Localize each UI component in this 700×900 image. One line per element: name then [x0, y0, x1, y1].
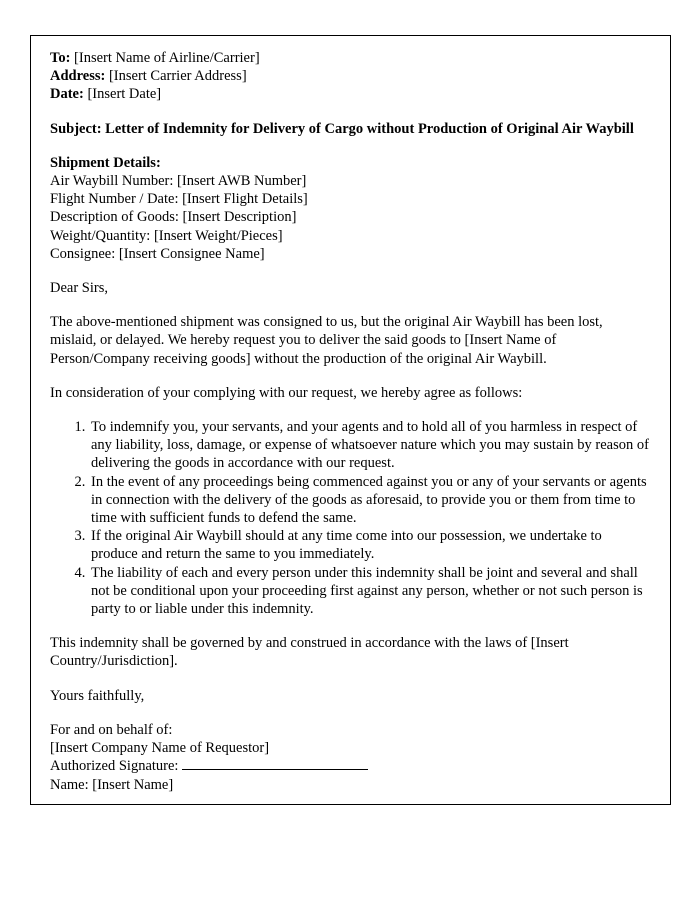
- indemnity-clause-3: 3. If the original Air Waybill should at any time come into our possession, we undertake to produce and return the same to you immediately.: [89, 527, 651, 563]
- to-value: [Insert Name of Airline/Carrier]: [74, 50, 260, 66]
- signature-label: Authorized Signature:: [50, 758, 179, 775]
- request-paragraph: The above-mentioned shipment was consigned to us, but the original Air Waybill has been lost, mislaid, or delayed. We hereby request you to deliver the said goods to [Insert Name of Person/Company receiving goods] without the production of the original Air Waybill.: [50, 314, 603, 367]
- indemnity-clause-2: 2. In the event of any proceedings being commenced against you or any of your servants or agents in connection with the delivery of the goods as aforesaid, to provide you or them from time to time with sufficient funds to defend the same.: [89, 473, 651, 528]
- letter-of-indemnity-document: [30, 35, 671, 805]
- shipment-details-heading: Shipment Details:: [50, 154, 161, 171]
- flight-number-line: Flight Number / Date: [Insert Flight Details]: [50, 191, 308, 208]
- consignee-line: Consignee: [Insert Consignee Name]: [50, 245, 265, 262]
- authorized-signature-line: [50, 757, 651, 775]
- subject-line: Subject: Letter of Indemnity for Delivery of Cargo without Production of Original Air Waybill: [50, 120, 634, 137]
- address-line: [50, 67, 651, 85]
- date-line: [50, 85, 651, 103]
- to-line: [50, 49, 651, 67]
- salutation: Dear Sirs,: [50, 280, 108, 297]
- name-line: Name: [Insert Name]: [50, 776, 174, 793]
- closing-line: Yours faithfully,: [50, 687, 145, 704]
- awb-number-line: Air Waybill Number: [Insert AWB Number]: [50, 173, 307, 190]
- indemnity-clause-list: [50, 418, 651, 618]
- indemnity-clause-4: 4. The liability of each and every person under this indemnity shall be joint and several and shall not be conditional upon your proceeding first against any person, whether or not such person is party to or liable under this indemnity.: [89, 564, 651, 619]
- governing-law-paragraph: This indemnity shall be governed by and construed in accordance with the laws of [Insert Country/Jurisdiction].: [50, 635, 569, 670]
- behalf-line: For and on behalf of:: [50, 721, 173, 738]
- address-label: Address:: [50, 68, 106, 85]
- date-value: [Insert Date]: [87, 86, 162, 103]
- date-label: Date:: [50, 86, 84, 103]
- indemnity-clause-1: 1. To indemnify you, your servants, and your agents and to hold all of you harmless in respect of any liability, loss, damage, or expense of whatsoever nature which you may sustain by reason of delivering the goods in accordance with our request.: [89, 418, 651, 473]
- to-label: To:: [50, 50, 71, 66]
- weight-quantity-line: Weight/Quantity: [Insert Weight/Pieces]: [50, 227, 283, 244]
- consideration-paragraph: In consideration of your complying with our request, we hereby agree as follows:: [50, 384, 523, 401]
- goods-description-line: Description of Goods: [Insert Description]: [50, 209, 297, 226]
- signature-underline: [182, 758, 368, 770]
- address-value: [Insert Carrier Address]: [108, 68, 247, 85]
- company-line: [Insert Company Name of Requestor]: [50, 740, 270, 757]
